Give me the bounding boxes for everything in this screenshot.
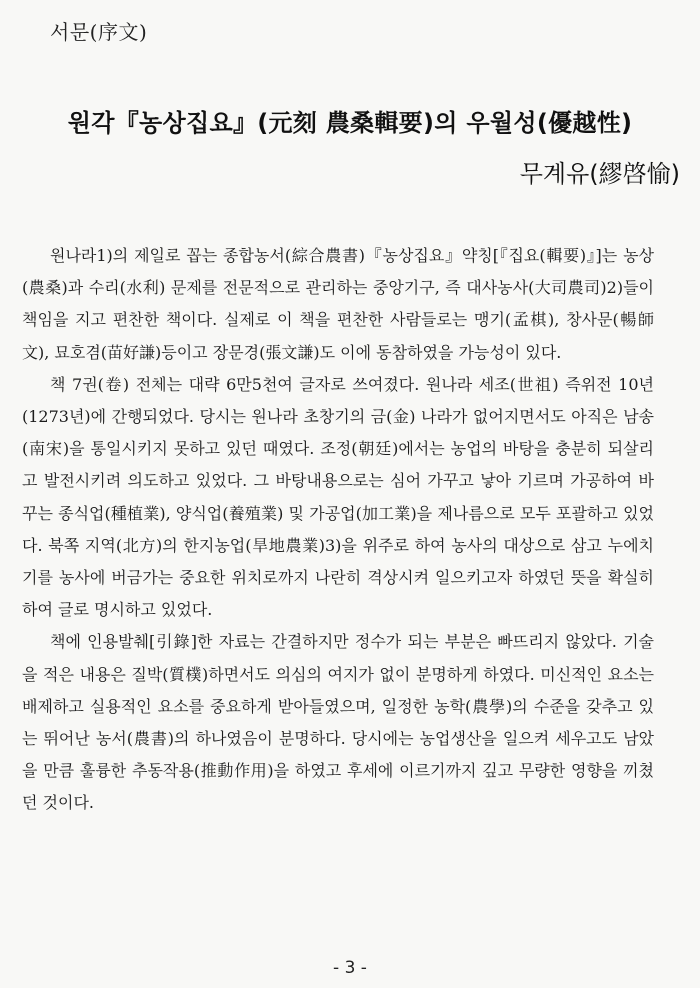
section-label: 서문(序文) — [50, 20, 148, 44]
article-author: 무계유(繆啓愉) — [519, 160, 680, 188]
paragraph-3: 책에 인용발췌[引錄]한 자료는 간결하지만 정수가 되는 부분은 빠뜨리지 않았다. 기술을 적은 내용은 질박(質樸)하면서도 의심의 여지가 없이 분명하게 하였다. 미신적인 요소는 배제하고 실용적인 요소를 중요하게 받아들였으며, 일정한 농학(農學)의 수준을 갖추고 있는 뛰어난 농서(農書)의 하나였음이 분명하다. 당시에는 농업생산을 일으켜 세우고도 남았을 만큼 훌륭한 추동작용(推動作用)을 하였고 후세에 이르기까지 깊고 무량한 영향을 끼쳤던 것이다. — [22, 632, 654, 813]
paragraph-1: 원나라1)의 제일로 꼽는 종합농서(綜合農書)『농상집요』약칭[『집요(輯要)』]는 농상(農桑)과 수리(水利) 문제를 전문적으로 관리하는 중앙기구, 즉 대사농사(大司農司)2)들이 책임을 지고 편찬한 책이다. 실제로 이 책을 편찬한 사람들로는 맹기(孟棋), 창사문(暢師文), 묘호겸(苗好謙)등이고 장문경(張文謙)도 이에 동참하였을 가능성이 있다. — [22, 246, 654, 362]
article-title: 원각『농상집요』(元刻 農桑輯要)의 우월성(優越性) — [67, 109, 633, 137]
page-number: - 3 - — [333, 958, 367, 978]
article-body — [22, 240, 654, 820]
paragraph-2: 책 7권(卷) 전체는 대략 6만5천여 글자로 쓰여졌다. 원나라 세조(世祖) 즉위전 10년(1273년)에 간행되었다. 당시는 원나라 초창기의 금(金) 나라가 없어지면서도 아직은 남송(南宋)을 통일시키지 못하고 있던 때였다. 조정(朝廷)에서는 농업의 바탕을 충분히 되살리고 발전시키려 의도하고 있었다. 그 바탕내용으로는 심어 가꾸고 낳아 기르며 가공하여 바꾸는 종식업(種植業), 양식업(養殖業) 및 가공업(加工業)을 제나름으로 모두 포괄하고 있었다. 북쪽 지역(北方)의 한지농업(旱地農業)3)을 위주로 하여 농사의 대상으로 삼고 누에치기를 농사에 버금가는 중요한 위치로까지 나란히 격상시켜 일으키고자 하였던 뜻을 확실히 하여 글로 명시하고 있었다. — [22, 374, 654, 620]
